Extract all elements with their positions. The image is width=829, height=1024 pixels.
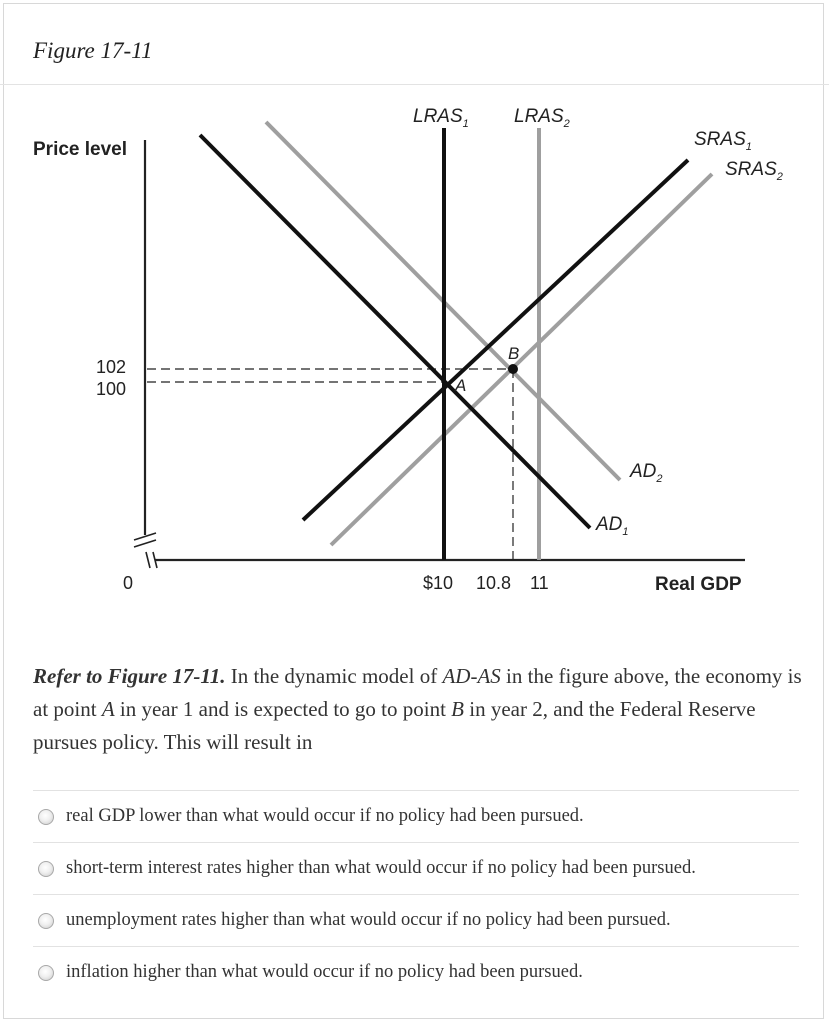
choice-option-2[interactable] — [33, 842, 799, 894]
point-b-dot — [508, 364, 518, 374]
lras1-label: $LRAS_1$ — [413, 106, 469, 130]
sras1-label: $SRAS_1$ — [694, 129, 752, 153]
choice-label: unemployment rates higher than what would occur if no policy had been pursued. — [66, 910, 671, 930]
radio-button-icon[interactable] — [38, 809, 54, 825]
origin-label: 0 — [123, 573, 134, 593]
y-tick-100: 100 — [96, 379, 127, 399]
question-part-2: in the figure above, the economy is at point — [33, 664, 802, 721]
ad1-label: $AD_1$ — [596, 514, 629, 538]
y-tick-102: 102 — [96, 357, 127, 377]
question-point-a: A — [101, 697, 115, 721]
figure-title: Figure 17-11 — [33, 38, 153, 63]
choice-label: inflation higher than what would occur if no policy had been pursued. — [66, 962, 583, 982]
sras2-curve — [331, 174, 712, 545]
radio-button-icon[interactable] — [38, 965, 54, 981]
x-tick-11: 11 — [530, 573, 549, 593]
y-axis-label: Price level — [33, 139, 128, 160]
figure-reference: Refer to Figure 17-11. — [33, 664, 226, 688]
question-part-1: In the dynamic model of — [225, 664, 443, 688]
answer-choices — [33, 790, 799, 998]
choice-label: real GDP lower than what would occur if no policy had been pursued. — [66, 806, 584, 826]
question-ad-as: AD-AS — [442, 664, 501, 688]
lras2-label: $LRAS_2$ — [514, 106, 570, 130]
ad2-label: $AD_2$ — [630, 461, 663, 485]
x-axis-label: Real GDP — [655, 574, 742, 595]
point-b-label: B — [508, 344, 520, 363]
x-axis-break — [146, 552, 157, 568]
sras2-label: $SRAS_2$ — [725, 159, 783, 183]
choice-label: short-term interest rates higher than what would occur if no policy had been pursued. — [66, 858, 696, 878]
point-a-label: A — [455, 376, 467, 395]
question-part-4: in year 2, and the Federal Reserve pursues policy. This will result in — [33, 697, 756, 754]
question-part-3: in year 1 and is expected to go to point — [114, 697, 452, 721]
ad1-curve — [200, 135, 590, 528]
radio-button-icon[interactable] — [38, 861, 54, 877]
x-tick-10-8: 10.8 — [476, 573, 512, 593]
choice-option-1[interactable] — [33, 790, 799, 842]
question-point-b: B — [451, 697, 464, 721]
choice-option-3[interactable] — [33, 894, 799, 946]
y-axis-break — [134, 533, 156, 547]
question-text — [33, 660, 803, 759]
x-tick-10: $10 — [423, 573, 454, 593]
radio-button-icon[interactable] — [38, 913, 54, 929]
choice-option-4[interactable] — [33, 946, 799, 998]
